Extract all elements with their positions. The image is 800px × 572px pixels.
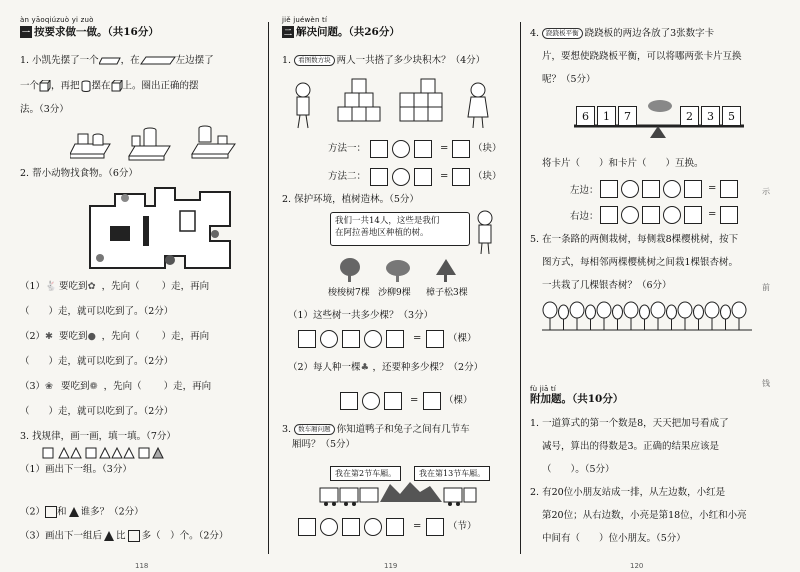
equals-sign: = [440, 171, 449, 182]
q5-line1: 5. 在一条路的两侧栽树，每侧栽8棵樱桃树，按下 [530, 234, 739, 245]
train-illustration [318, 480, 478, 508]
left-tower [338, 79, 380, 121]
q1-badge: 看图数方块 [294, 55, 335, 65]
answer-box[interactable] [426, 330, 444, 348]
bubble-line2: 在阿拉善地区种植的树。 [335, 228, 429, 239]
tree-label-3: 樟子松3棵 [426, 288, 468, 298]
q2-r3-text: 要吃到 [59, 331, 88, 342]
apple-icon [96, 254, 104, 262]
right-label: 右边： [570, 211, 599, 222]
boy-figure [296, 83, 310, 128]
q1-line1 [20, 55, 214, 67]
unit-label: （节） [448, 521, 477, 532]
operator-circle[interactable] [663, 206, 681, 224]
q3-part3 [20, 530, 228, 542]
answer-box[interactable] [384, 392, 402, 410]
answer-box[interactable] [342, 330, 360, 348]
bonus-heading: 附加题。（共10分） [530, 393, 624, 405]
ginkgo-tree-icon [721, 305, 731, 330]
q1-line3: 法。（3分） [20, 104, 69, 115]
cube-icon-2 [111, 80, 123, 92]
operator-circle[interactable] [392, 168, 410, 186]
equals-sign: = [413, 333, 422, 344]
answer-box[interactable] [386, 518, 404, 536]
q3-p3-tail: 多（ ）个。（2分） [141, 530, 229, 542]
page-number: 120 [630, 562, 644, 570]
q2-r3-num: （2） [20, 331, 46, 342]
section-pinyin: jiě juéwèn tí [282, 16, 328, 24]
option-c [192, 126, 235, 158]
q4-text: 跷跷板的两边各放了3张数字卡 [584, 28, 715, 39]
operator-circle[interactable] [364, 518, 382, 536]
answer-box[interactable] [423, 392, 441, 410]
q3-part1: （1）画出下一组。（3分） [20, 464, 132, 475]
operator-circle[interactable] [663, 180, 681, 198]
q4-num: 4. [530, 28, 543, 39]
page-number: 119 [384, 562, 398, 570]
q2-part1: （1）这些树一共多少棵？（3分） [288, 310, 434, 321]
section-pinyin: àn yāoqiúzuò yi zuò [20, 16, 94, 24]
q1-num: 1. [282, 55, 295, 66]
answer-box[interactable] [414, 168, 432, 186]
tree-row-illustration [542, 298, 752, 332]
q1-text-b: ，在 [120, 55, 140, 66]
willow-tree-icon [386, 260, 410, 282]
page-119 [268, 0, 520, 572]
cherry-tree-icon [651, 302, 665, 330]
answer-box[interactable] [342, 518, 360, 536]
q2-row4[interactable]: （ ）走，就可以吃到了。（2分） [20, 356, 174, 367]
q1-text-d: 一个 [20, 80, 40, 92]
q1-line2 [20, 80, 199, 92]
unit-label: （棵） [444, 395, 473, 406]
right-number-card[interactable]: 2 [680, 106, 699, 126]
answer-box[interactable] [452, 168, 470, 186]
q2-title: 2. 帮小动物找食物。（6分） [20, 168, 138, 179]
method2-label: 方法二： [328, 171, 367, 182]
q1-text-e: ，再把 [51, 80, 80, 92]
cabbage-icon: ❁ [89, 381, 98, 392]
ginkgo-tree-icon [667, 305, 677, 330]
q3-p3-than: 比 [116, 530, 126, 542]
ginkgo-tree-icon [559, 305, 569, 330]
left-number-card[interactable]: 7 [618, 106, 637, 126]
side-mark: 前 [762, 283, 770, 292]
q2-r3-dir1: ，先向（ [101, 331, 140, 342]
q2-r1-text: 要吃到 [59, 281, 88, 292]
pine-tree-icon [436, 259, 456, 282]
page-120 [520, 0, 800, 572]
equals-sign: = [440, 143, 449, 154]
answer-box[interactable] [642, 180, 660, 198]
answer-box[interactable] [370, 168, 388, 186]
answer-box[interactable] [720, 180, 738, 198]
left-number-card[interactable]: 6 [576, 106, 595, 126]
answer-box[interactable] [684, 206, 702, 224]
operator-circle[interactable] [320, 518, 338, 536]
q1-text-g: 上。圈出正确的摆 [122, 80, 199, 92]
right-number-card[interactable]: 3 [701, 106, 720, 126]
answer-box[interactable] [298, 518, 316, 536]
rabbit-icon [211, 230, 219, 238]
answer-box[interactable] [720, 206, 738, 224]
operator-circle[interactable] [621, 180, 639, 198]
animal-maze [85, 186, 235, 272]
answer-box[interactable] [600, 206, 618, 224]
hedgehog-icon [165, 255, 175, 265]
q3-num: 3. [282, 424, 295, 435]
ginkgo-tree-icon [613, 305, 623, 330]
shape-pattern [42, 446, 172, 460]
cherry-tree-icon [678, 302, 692, 330]
q2-p2-text-b: ，还要种多少棵？（2分） [372, 362, 484, 373]
bonus-pinyin: fù jiā tí [530, 385, 557, 393]
operator-circle[interactable] [362, 392, 380, 410]
operator-circle[interactable] [621, 206, 639, 224]
answer-box[interactable] [684, 180, 702, 198]
child-figure [470, 208, 500, 256]
bonus-q1-line2: 减号，算出的得数是3。正确的结果应该是 [542, 441, 720, 452]
long-block-icon [99, 56, 121, 66]
cube-icon [39, 80, 51, 92]
right-tower [400, 79, 442, 121]
q5-line3: 一共栽了几棵银杏树？（6分） [542, 280, 672, 291]
q2-row1 [20, 281, 209, 293]
q1-text: 两人一共搭了多少块积木？（4分） [336, 55, 486, 66]
broccoli-icon [121, 194, 129, 202]
q3-p2-and: 和 [57, 506, 67, 518]
q3-badge: 数车厢问题 [294, 424, 335, 434]
unit-label: （块） [473, 143, 502, 154]
q5-line2: 图方式，每相邻两棵樱桃树之间栽1棵银杏树。 [542, 257, 739, 268]
q3-p2-num: （2） [20, 506, 46, 518]
q4-swap[interactable]: 将卡片（ ）和卡片（ ）互换。 [542, 158, 704, 169]
equals-sign: = [708, 183, 717, 194]
tree-label-1: 梭梭树7棵 [328, 288, 370, 298]
tree-illustrations [328, 257, 468, 283]
q2-row5 [20, 381, 211, 393]
answer-box[interactable] [386, 330, 404, 348]
section-title: 解决问题。（共26分） [296, 26, 400, 38]
q2-r1-dir1: ，先向（ [101, 281, 140, 292]
ginkgo-tree-icon [640, 305, 650, 330]
q4-badge: 跷跷板平衡 [542, 28, 583, 38]
equals-sign: = [708, 209, 717, 220]
answer-box[interactable] [426, 518, 444, 536]
operator-circle[interactable] [364, 330, 382, 348]
girl-figure [468, 83, 488, 128]
triangle-icon [69, 507, 79, 517]
bonus-q2-line1: 2. 有20位小朋友站成一排，从左边数，小红是 [530, 487, 726, 498]
answer-box[interactable] [600, 180, 618, 198]
block-towers-illustration [288, 72, 503, 130]
broccoli-icon: ✿ [87, 281, 96, 292]
cylinder-icon [80, 80, 92, 92]
answer-box[interactable] [414, 140, 432, 158]
duck-speech: 我在第2节车厢。 [330, 466, 401, 481]
q1-text-f: 摆在 [91, 80, 111, 92]
unit-label: （块） [473, 171, 502, 182]
left-number-card[interactable]: 1 [597, 106, 616, 126]
side-mark: 钱 [762, 379, 770, 388]
q3-text-2: 厢吗？（5分） [292, 439, 356, 450]
q3-part2 [20, 506, 144, 518]
cherry-tree-icon [705, 302, 719, 330]
triangle-icon-2 [104, 531, 114, 541]
square-icon-2 [128, 530, 140, 542]
flat-board-icon [140, 56, 176, 66]
q2-r5-text: 要吃到 [61, 381, 90, 392]
q2-row6[interactable]: （ ）走，就可以吃到了。（2分） [20, 406, 174, 417]
q2-r1-dir2: ）走，再向 [161, 281, 210, 292]
caterpillar-icon: ❀ [45, 381, 54, 392]
page-118 [0, 0, 268, 572]
q2-r5-dir2: ）走，再向 [163, 381, 212, 392]
bonus-q1-line1: 1. 一道算式的第一个数是8，天天把加号看成了 [530, 418, 729, 429]
page-number: 118 [135, 562, 149, 570]
section-number-badge: 二 [284, 27, 292, 37]
section-heading [282, 26, 400, 39]
q2-p2-text-a: （2）每人种一棵 [288, 362, 361, 373]
ginkgo-tree-icon [694, 305, 704, 330]
bonus-q1-line3[interactable]: （ ）。（5分） [542, 464, 615, 475]
cherry-tree-icon [570, 302, 584, 330]
rabbit-speech: 我在第13节车厢。 [414, 466, 490, 481]
cherry-tree-icon [543, 302, 557, 330]
q2-row2[interactable]: （ ）走，就可以吃到了。（2分） [20, 306, 174, 317]
bonus-q2-line3[interactable]: 中间有（ ）位小朋友。（5分） [542, 533, 686, 544]
q3-text: 你知道鸭子和兔子之间有几节车 [336, 424, 470, 435]
apple-icon: ● [87, 331, 96, 342]
left-label: 左边： [570, 185, 599, 196]
q2-part2 [288, 362, 483, 374]
q2-r5-num: （3） [20, 381, 46, 392]
section-title: 按要求做一做。（共16分） [34, 26, 159, 38]
tree-label-2: 沙柳9棵 [378, 288, 411, 298]
answer-box[interactable] [452, 140, 470, 158]
unit-label: （棵） [448, 333, 477, 344]
q3-title [282, 424, 470, 436]
right-number-card[interactable]: 5 [722, 106, 741, 126]
hedgehog-icon: ✱ [45, 331, 54, 342]
speech-bubble [330, 212, 470, 246]
square-icon [45, 506, 57, 518]
operator-circle[interactable] [392, 140, 410, 158]
q1-text-a: 1. 小凯先摆了一个 [20, 55, 99, 66]
q2-r1-num: （1） [20, 281, 46, 292]
equals-sign: = [413, 521, 422, 532]
option-b [129, 128, 170, 160]
q3-p2-text: 谁多？（2分） [80, 506, 144, 518]
method1-label: 方法一： [328, 143, 367, 154]
q2-title: 2. 保护环境，植树造林。（5分） [282, 194, 419, 205]
q3-p3-text: （3）画出下一组后 [20, 530, 103, 542]
q2-r3-dir2: ）走，再向 [161, 331, 210, 342]
equals-sign: = [410, 395, 419, 406]
section-number-badge: 一 [22, 27, 30, 37]
answer-box[interactable] [340, 392, 358, 410]
answer-box[interactable] [642, 206, 660, 224]
q1-title [282, 55, 485, 67]
section-heading [20, 26, 159, 39]
q2-row3 [20, 331, 209, 343]
q4-line2: 片，要想使跷跷板平衡，可以将哪两张卡片互换 [542, 51, 742, 62]
q1-text-c: 左边摆了 [175, 55, 214, 66]
sapling-icon: ♣ [360, 362, 370, 373]
bonus-q2-line2: 第20位；从右边数，小亮是第18位，小红和小亮 [542, 510, 747, 521]
q3-title: 3. 找规律，画一画，填一填。（7分） [20, 431, 176, 442]
cherry-tree-icon [597, 302, 611, 330]
operator-circle[interactable] [320, 330, 338, 348]
q4-title [530, 28, 714, 40]
q2-r5-dir1: ，先向（ [103, 381, 142, 392]
ginkgo-tree-icon [586, 305, 596, 330]
q4-line3: 呢？（5分） [542, 74, 596, 85]
option-a [70, 134, 110, 158]
q1-stacking-options[interactable] [70, 124, 250, 164]
side-mark: 示 [762, 187, 770, 196]
cherry-tree-icon [732, 302, 746, 330]
answer-box[interactable] [298, 330, 316, 348]
rabbit-icon: 🐇 [45, 281, 57, 292]
saxaul-tree-icon [340, 258, 360, 282]
cherry-tree-icon [624, 302, 638, 330]
answer-box[interactable] [370, 140, 388, 158]
bubble-line1: 我们一共14人，这些是我们 [335, 216, 440, 226]
